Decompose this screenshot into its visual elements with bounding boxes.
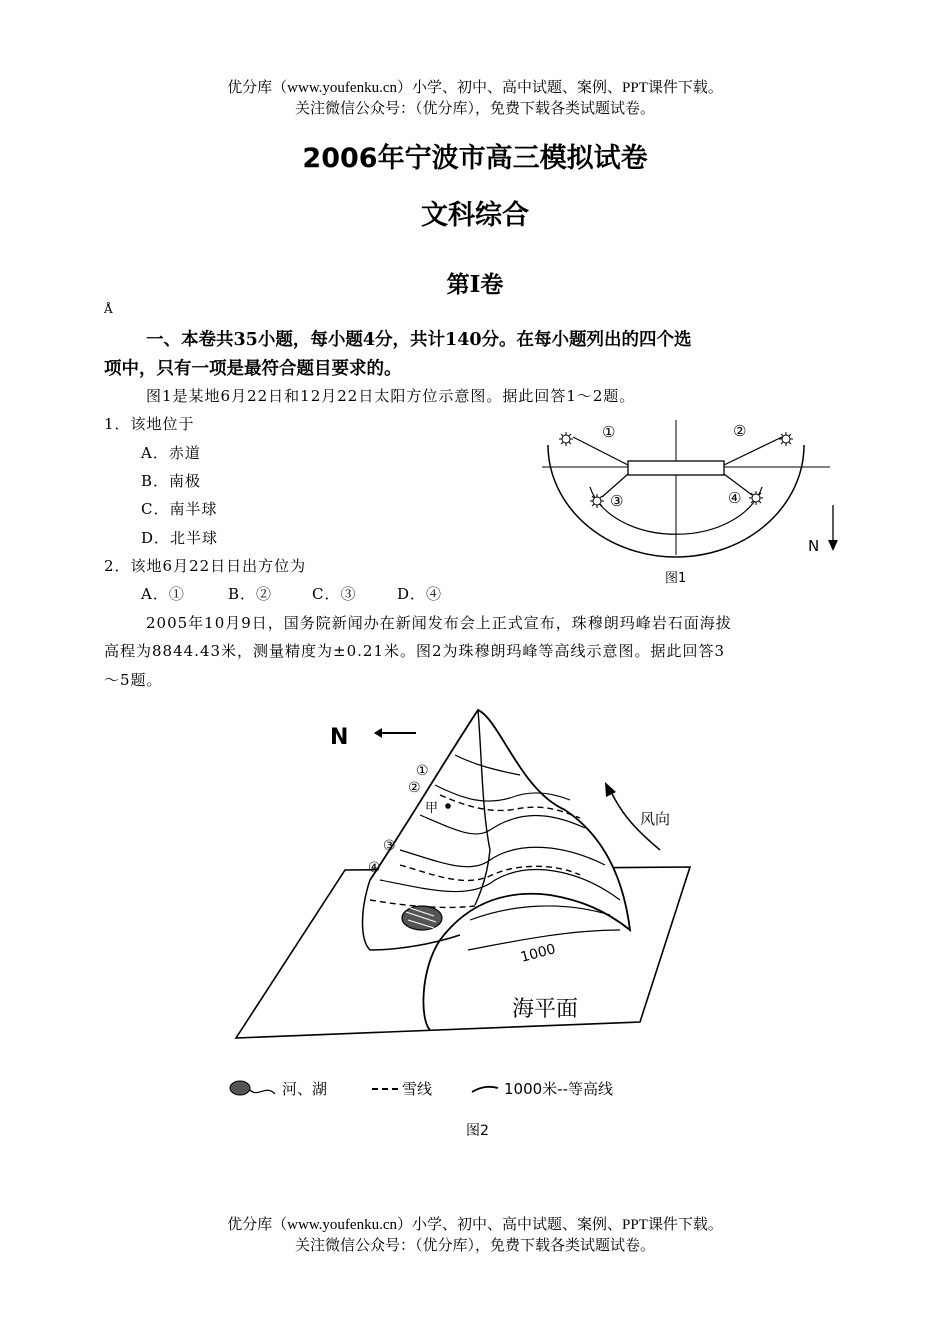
- fig2-legend-river-icon: [250, 1090, 275, 1094]
- fig2-legend-river-lake: 河、湖: [282, 1080, 328, 1098]
- q1-option-d: D．北半球: [141, 529, 219, 547]
- fig1-sun-icon-1: [559, 432, 573, 446]
- fig1-north-arrow-head: [828, 540, 838, 551]
- q1-option-b: B．南极: [141, 472, 202, 490]
- fig2-sea-level-label: 海平面: [512, 997, 579, 1022]
- header-line-2: 关注微信公众号：（优分库），免费下载各类试题试卷。: [294, 101, 655, 117]
- q2-stem: 2．该地6月22日日出方位为: [104, 557, 307, 575]
- fig1-north-label: N: [808, 537, 820, 555]
- exam-title: 2006年宁波市高三模拟试卷: [302, 143, 648, 174]
- section-intro-line-1: 一、本卷共35小题，每小题4分，共计140分。在每小题列出的四个选: [146, 330, 692, 350]
- fig2-marker-2: ②: [408, 780, 421, 796]
- fig1-marker-4: ④: [728, 489, 742, 507]
- fig2-wind-label: 风向: [640, 810, 671, 828]
- fig1-marker-2: ②: [733, 422, 747, 440]
- fig2-lake: [402, 906, 442, 930]
- header-line-1: 优分库（www.youfenku.cn）小学、初中、高中试题、案例、PPT课件下载。: [227, 80, 723, 96]
- fig2-marker-1: ①: [416, 763, 429, 779]
- fig1-sun-icon-4: [749, 491, 763, 505]
- fig2-north-label: N: [330, 725, 349, 750]
- fig2-legend-snowline: 雪线: [402, 1080, 433, 1098]
- fig2-point-jia: [445, 803, 451, 809]
- stray-mark: Å: [104, 302, 113, 316]
- fig1-path-2: [724, 437, 782, 465]
- q2-option-d: D．④: [397, 585, 443, 603]
- fig2-wind-arrow-head: [605, 782, 616, 797]
- footer-line-2: 关注微信公众号：（优分库），免费下载各类试题试卷。: [294, 1238, 655, 1254]
- fig2-north-arrow-head: [374, 728, 382, 738]
- fig1-caption: 图1: [665, 571, 687, 586]
- q2-option-c: C．③: [312, 585, 357, 603]
- fig2-marker-3: ③: [383, 838, 396, 854]
- exam-subtitle: 文科综合: [421, 200, 529, 231]
- section-intro-line-2: 项中，只有一项是最符合题目要求的。: [104, 359, 402, 379]
- passage2-line-1: 2005年10月9日，国务院新闻办在新闻发布会上正式宣布，珠穆朗玛峰岩石面海拔: [146, 614, 732, 632]
- fig1-path-1: [573, 437, 628, 465]
- fig1-observer-box: [628, 461, 724, 475]
- figure-2-everest-contours: [220, 700, 720, 1140]
- fig2-contour-label: 1000: [518, 941, 558, 966]
- q1-option-c: C．南半球: [141, 500, 218, 518]
- fig2-legend-contour: 1000米--等高线: [504, 1080, 613, 1098]
- fig2-point-label: 甲: [425, 801, 439, 816]
- fig2-legend-contour-icon: [472, 1087, 498, 1092]
- fig2-marker-4: ④: [368, 860, 381, 876]
- figure-1-sun-azimuth: [540, 415, 840, 590]
- fig1-sun-icon-3: [590, 494, 604, 508]
- volume-heading: 第Ⅰ卷: [446, 271, 504, 298]
- fig2-caption: 图2: [466, 1123, 489, 1139]
- q1-stem: 1．该地位于: [104, 415, 195, 433]
- q1-option-a: A．赤道: [141, 444, 201, 462]
- passage2-line-2: 高程为8844.43米，测量精度为±0.21米。图2为珠穆朗玛峰等高线示意图。据此回答3: [104, 642, 726, 660]
- fig2-legend-lake-icon: [230, 1081, 250, 1095]
- fig1-marker-3: ③: [610, 492, 624, 510]
- fig1-sun-icon-2: [779, 432, 793, 446]
- q2-option-b: B．②: [228, 585, 273, 603]
- q2-option-a: A．①: [141, 585, 185, 603]
- footer-line-1: 优分库（www.youfenku.cn）小学、初中、高中试题、案例、PPT课件下载。: [227, 1217, 723, 1233]
- passage2-line-3: ～5题。: [104, 671, 163, 689]
- fig1-marker-1: ①: [602, 423, 616, 441]
- fig1-intro: 图1是某地6月22日和12月22日太阳方位示意图。据此回答1～2题。: [146, 387, 636, 405]
